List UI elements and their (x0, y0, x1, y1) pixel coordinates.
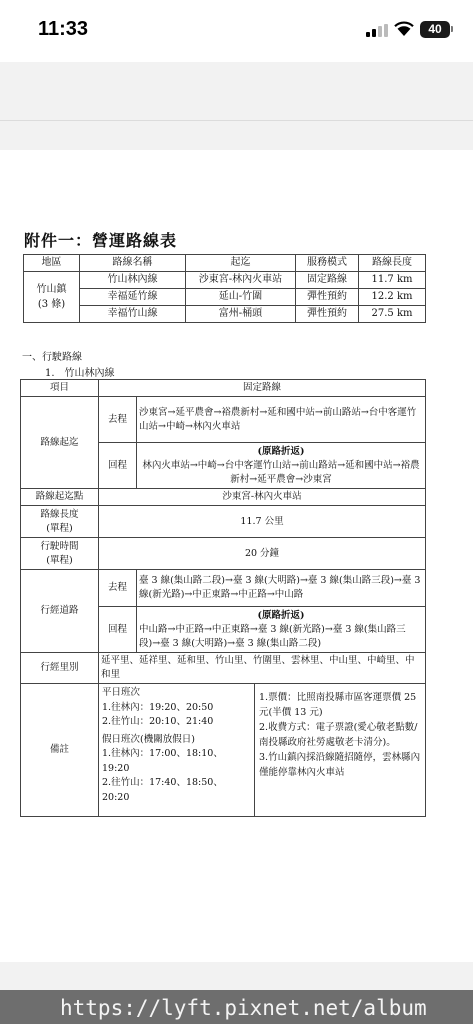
table-cell: 富州-桶頭 (186, 306, 296, 323)
weekday-to-linnei: 1.往林內：19:20、20:50 (102, 701, 214, 713)
document-page[interactable] (0, 150, 473, 962)
weekday-title: 平日班次 (102, 687, 141, 698)
outbound-label: 去程 (99, 397, 137, 443)
notes-label: 備註 (21, 684, 99, 817)
battery-nub (451, 26, 453, 32)
time-value: 20 分鐘 (99, 538, 426, 570)
length-label-line: (單程) (46, 522, 73, 534)
return-route: 林內火車站→中崎→台中客運竹山站→前山路站→延和國中站→裕農新村→延平農會→沙東宮 (142, 459, 420, 485)
table-cell: 幸福竹山線 (80, 306, 186, 323)
schedule-notes (99, 684, 255, 816)
time-label (21, 538, 99, 570)
table-cell: 沙東宮-林內火車站 (186, 272, 296, 289)
header-item: 項目 (21, 380, 99, 397)
same-route-return-note: (原路折返) (257, 445, 305, 457)
table-cell: 27.5 km (359, 306, 426, 323)
route-detail-table (20, 379, 426, 817)
divider (0, 120, 473, 121)
same-route-return-note: (原路折返) (257, 609, 305, 621)
table-cell: 12.2 km (359, 289, 426, 306)
holiday-to-zhushan-cont: 20:20 (102, 791, 130, 803)
header-region: 地區 (24, 255, 80, 272)
header-route-name: 路線名稱 (80, 255, 186, 272)
region-name: 竹山鎮 (36, 283, 67, 295)
battery-icon: 40 (420, 21, 450, 38)
length-label-line: 路線長度 (40, 508, 79, 520)
region-cell (24, 272, 80, 323)
road-label: 行經道路 (21, 570, 99, 653)
header-service-mode: 服務模式 (296, 255, 359, 272)
section-heading: 一、行駛路線 (22, 352, 82, 363)
header-route-length: 路線長度 (359, 255, 426, 272)
endpoints-value: 沙東宮-林內火車站 (99, 489, 426, 506)
status-time: 11:33 (38, 18, 89, 40)
table-cell: 幸福延竹線 (80, 289, 186, 306)
table-cell: 彈性預約 (296, 306, 359, 323)
return-roads-cell (137, 607, 426, 653)
document-title: 附件一：營運路線表 (24, 231, 178, 250)
time-label-line: 行駛時間 (40, 540, 79, 552)
table-cell: 延山-竹圍 (186, 289, 296, 306)
stop-note: 3.竹山鎮內採沿線隨招隨停，雲林縣內僅能停靠林內火車站 (259, 752, 421, 778)
header-endpoints: 起迄 (186, 255, 296, 272)
status-bar (0, 0, 473, 62)
route-label: 路線起迄 (21, 397, 99, 489)
holiday-to-linnei: 1.往林內：17:00、18:10、 (102, 748, 223, 759)
time-label-line: (單程) (46, 554, 73, 566)
header-fixed-route: 固定路線 (99, 380, 426, 397)
road-outbound-label: 去程 (99, 570, 137, 607)
route-summary-table (23, 254, 426, 323)
fare-note: 1.票價：比照南投縣市區客運票價 25 元(半價 13 元) (259, 692, 417, 718)
village-value: 延平里、延祥里、延和里、竹山里、竹圍里、雲林里、中山里、中崎里、中和里 (99, 653, 426, 684)
return-roads: 中山路→中正路→中正東路→臺 3 線(新光路)→臺 3 線(集山路三段)→臺 3 線(大明路)→臺 3 線(集山路二段) (139, 623, 406, 649)
outbound-route: 沙東宮→延平農會→裕農新村→延和國中站→前山路站→台中客運竹山站→中崎→林內火車站 (137, 397, 426, 443)
region-count: (3 條) (37, 298, 66, 310)
table-cell: 固定路線 (296, 272, 359, 289)
endpoints-label: 路線起迄點 (21, 489, 99, 506)
notes-cell (99, 684, 426, 817)
wifi-icon (394, 21, 414, 37)
holiday-title: 假日班次(機關放假日) (102, 733, 195, 745)
watermark-text: https://lyft.pixnet.net/album (60, 996, 427, 1020)
weekday-to-zhushan: 2.往竹山：20:10、21:40 (102, 716, 214, 727)
length-value: 11.7 公里 (99, 506, 426, 538)
village-label: 行經里別 (21, 653, 99, 684)
table-cell: 竹山林內線 (80, 272, 186, 289)
table-cell: 彈性預約 (296, 289, 359, 306)
payment-note: 2.收費方式：電子票證(愛心敬老點數/南投縣政府社勞處敬老卡清分)。 (259, 722, 418, 748)
outbound-roads: 臺 3 線(集山路二段)→臺 3 線(大明路)→臺 3 線(集山路三段)→臺 3 線(新光路)→中正東路→中正路→中山路 (137, 570, 426, 607)
fare-notes (255, 684, 425, 816)
cellular-signal-icon (366, 24, 388, 37)
road-return-label: 回程 (99, 607, 137, 653)
holiday-to-zhushan: 2.往竹山：17:40、18:50、 (102, 777, 223, 788)
holiday-to-linnei-cont: 19:20 (102, 762, 130, 774)
table-cell: 11.7 km (359, 272, 426, 289)
return-label: 回程 (99, 443, 137, 489)
return-route-cell (137, 443, 426, 489)
subsection-heading: 1. 竹山林內線 (45, 368, 115, 379)
length-label (21, 506, 99, 538)
